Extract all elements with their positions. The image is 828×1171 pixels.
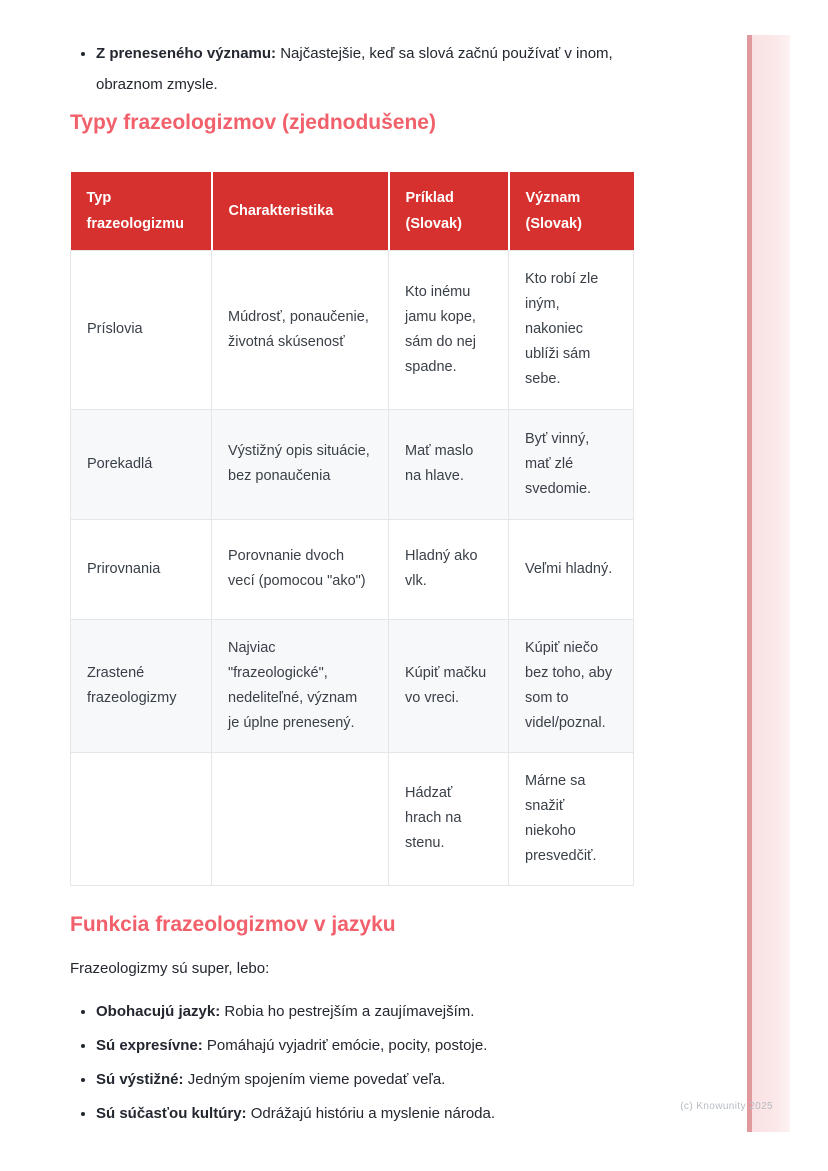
phraseologism-types-table bbox=[70, 172, 634, 886]
bullet-bold-label: Obohacujú jazyk: bbox=[96, 1002, 221, 1020]
table-cell: Kto inému jamu kope, sám do nej spadne. bbox=[389, 250, 509, 409]
table-cell: Porovnanie dvoch vecí (pomocou "ako") bbox=[212, 519, 389, 619]
list-item bbox=[96, 38, 633, 100]
column-header: Význam (Slovak) bbox=[509, 172, 634, 250]
list-item bbox=[96, 1001, 633, 1022]
table-cell: Múdrosť, ponaučenie, životná skúsenosť bbox=[212, 250, 389, 409]
section-heading-function: Funkcia frazeologizmov v jazyku bbox=[70, 912, 396, 936]
table-cell: Mať maslo na hlave. bbox=[389, 409, 509, 519]
bullet-bold-label: Sú výstižné: bbox=[96, 1070, 184, 1088]
table-row bbox=[71, 250, 634, 409]
bullet-text: Najčastejšie, keď sa slová začnú používať v inom, obraznom zmysle. bbox=[96, 45, 613, 93]
copyright-watermark: (c) Knowunity 2025 bbox=[680, 1101, 773, 1112]
column-header: Typ frazeologizmu bbox=[71, 172, 212, 250]
table-cell: Prirovnania bbox=[71, 519, 212, 619]
section-heading-types: Typy frazeologizmov (zjednodušene) bbox=[70, 111, 436, 134]
table-row bbox=[71, 619, 634, 752]
table-cell: Kúpiť mačku vo vreci. bbox=[389, 619, 509, 752]
list-item bbox=[96, 1069, 633, 1090]
table-row bbox=[71, 519, 634, 619]
list-item bbox=[96, 1103, 633, 1124]
page-content bbox=[70, 0, 633, 1137]
bullet-bold-label: Sú súčasťou kultúry: bbox=[96, 1104, 247, 1122]
table-header-row bbox=[71, 172, 634, 250]
table-cell: Byť vinný, mať zlé svedomie. bbox=[509, 409, 634, 519]
function-intro-text: Frazeologizmy sú super, lebo: bbox=[70, 959, 270, 977]
page-accent-band bbox=[747, 35, 790, 1132]
bullet-text: Pomáhajú vyjadriť emócie, pocity, postoje. bbox=[202, 1036, 488, 1054]
table-cell bbox=[212, 752, 389, 885]
table-cell: Veľmi hladný. bbox=[509, 519, 634, 619]
function-bullet-list bbox=[70, 1001, 633, 1124]
table-cell: Porekadlá bbox=[71, 409, 212, 519]
column-header: Príklad (Slovak) bbox=[389, 172, 509, 250]
table-row bbox=[71, 409, 634, 519]
bullet-text: Jedným spojením vieme povedať veľa. bbox=[183, 1070, 446, 1088]
column-header: Charakteristika bbox=[212, 172, 389, 250]
table-cell: Hladný ako vlk. bbox=[389, 519, 509, 619]
bullet-bold-label: Sú expresívne: bbox=[96, 1036, 203, 1054]
table-cell: Výstižný opis situácie, bez ponaučenia bbox=[212, 409, 389, 519]
table-cell: Kúpiť niečo bez toho, aby som to videl/poznal. bbox=[509, 619, 634, 752]
list-item bbox=[96, 1035, 633, 1056]
intro-bullet-list bbox=[70, 38, 633, 100]
bullet-text: Robia ho pestrejším a zaujímavejším. bbox=[220, 1002, 475, 1020]
table-cell: Zrastené frazeologizmy bbox=[71, 619, 212, 752]
table-cell: Príslovia bbox=[71, 250, 212, 409]
bullet-bold-label: Z preneseného významu: bbox=[96, 45, 277, 62]
table-cell: Najviac "frazeologické", nedeliteľné, význam je úplne prenesený. bbox=[212, 619, 389, 752]
table-cell: Kto robí zle iným, nakoniec ublíži sám sebe. bbox=[509, 250, 634, 409]
table-row bbox=[71, 752, 634, 885]
bullet-text: Odrážajú históriu a myslenie národa. bbox=[246, 1104, 496, 1122]
table-cell: Márne sa snažiť niekoho presvedčiť. bbox=[509, 752, 634, 885]
table-cell: Hádzať hrach na stenu. bbox=[389, 752, 509, 885]
table-cell bbox=[71, 752, 212, 885]
